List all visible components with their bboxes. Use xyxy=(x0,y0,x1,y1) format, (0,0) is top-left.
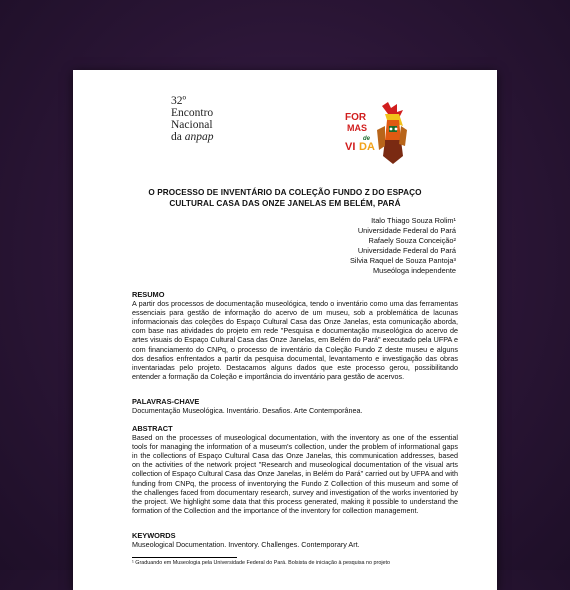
keywords-section xyxy=(132,531,458,549)
svg-text:FOR: FOR xyxy=(345,112,367,123)
conference-prefix: da xyxy=(171,131,182,143)
palavras-chave-section xyxy=(132,397,458,415)
conference-word-nacional: Nacional xyxy=(171,119,213,131)
abstract-text: Based on the processes of museological documentation, with the inventory as one of the essential tools for managing the information of a museum's collection, under the problem of informational gaps in the collections of Espaço Cultural Casa das Onze Janelas, this communication addresses, based on the activities of the network project "Research and museological documentation of the visual arts collection of Espaço Cultural Casa das Onze Janelas, in Belém do Pará" carried out by UFPA and with funding from CNPq, the process of inventorying the Fundo Z Collection of this museum and some of the challenges faced from documentary research, survey and investigation of the works inventoried by the project. We highlight some data that this process generated, making it possible to understand the formation of the Collection and the importance of the inventory for collection management. xyxy=(132,433,458,515)
conference-word-encontro: Encontro xyxy=(171,107,214,119)
anpap-conference-logo xyxy=(171,95,213,143)
paper-title xyxy=(103,188,467,209)
conference-edition: 32º xyxy=(171,95,187,107)
svg-text:de: de xyxy=(363,136,371,142)
author-name-2: Rafaely Souza Conceição² xyxy=(368,236,456,246)
author-block xyxy=(350,216,456,277)
author-affiliation-1: Universidade Federal do Pará xyxy=(357,226,456,236)
paper-title-line-2: CULTURAL CASA DAS ONZE JANELAS EM BELÉM, PARÁ xyxy=(169,198,401,208)
author-affiliation-3: Museóloga independente xyxy=(372,266,456,276)
resumo-text: A partir dos processos de documentação museológica, tendo o inventário como uma das ferramentas essenciais para gestão de informação do acervo de um museu, sob a problemática de lacunas informacionais das coleções do Espaço Cultural Casa das Onze Janelas, esta comunicação aborda, com base nas atividades do projeto em rede "Pesquisa e documentação museológica do acervo de artes visuais do Espaço Cultural Casa das Onze Janelas, em Belém do Pará" executado pela UFPA e com financiamento do CNPq, o processo de inventário da Coleção Fundo Z deste museu e alguns dos desafios enfrentados a partir da pesquisa documental, levantamento e investigação das obras inventariadas pelo projeto. Destacamos alguns dados que este processo gerou, possibilitando entender a formação da Coleção e importância do inventário para gestão de acervos. xyxy=(132,299,458,381)
svg-text:MAS: MAS xyxy=(347,123,367,133)
author-name-3: Silvia Raquel de Souza Pantoja³ xyxy=(350,256,456,266)
palavras-chave-heading: PALAVRAS-CHAVE xyxy=(132,397,200,406)
anpap-brand: anpap xyxy=(184,131,214,143)
abstract-heading: ABSTRACT xyxy=(132,424,173,433)
keywords-text: Museological Documentation. Inventory. Challenges. Contemporary Art. xyxy=(132,540,360,550)
document-page xyxy=(73,70,497,590)
resumo-heading: RESUMO xyxy=(132,290,165,299)
resumo-section xyxy=(132,290,458,381)
svg-text:DA: DA xyxy=(359,141,375,153)
formas-de-vida-wordmark xyxy=(345,112,375,153)
author-name-1: Italo Thiago Souza Rolim¹ xyxy=(371,216,456,225)
palavras-chave-text: Documentação Museológica. Inventário. Desafios. Arte Contemporânea. xyxy=(132,406,363,416)
footnote-1: ¹ Graduando em Museologia pela Universidade Federal do Pará. Bolsista de iniciação à pesquisa no projeto xyxy=(132,560,391,566)
footnote-divider xyxy=(132,557,237,558)
abstract-section xyxy=(132,424,458,515)
paper-title-line-1: O PROCESSO DE INVENTÁRIO DA COLEÇÃO FUNDO Z DO ESPAÇO xyxy=(148,188,422,197)
formas-de-vida-logo-icon xyxy=(341,100,411,170)
formas-de-vida-figure xyxy=(377,102,407,164)
author-affiliation-2: Universidade Federal do Pará xyxy=(357,246,456,256)
svg-text:VI: VI xyxy=(345,141,356,153)
conference-brand-line xyxy=(171,131,213,143)
keywords-heading: KEYWORDS xyxy=(132,531,176,540)
